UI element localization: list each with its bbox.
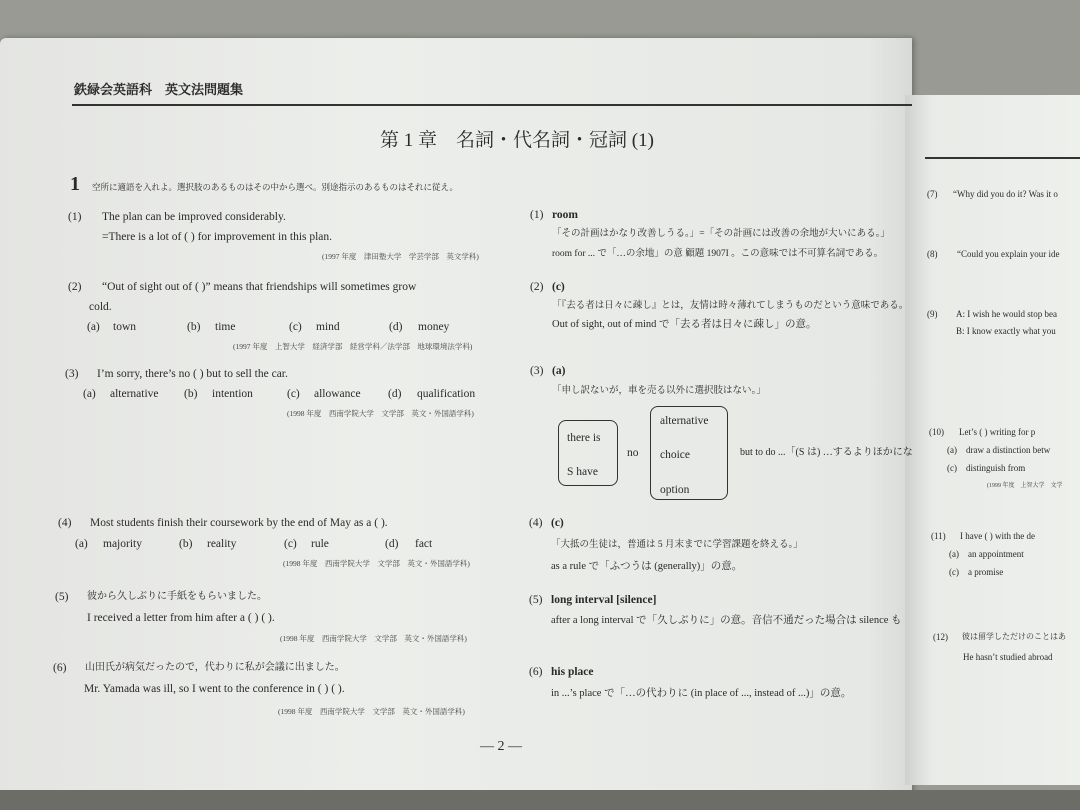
question-number: (1) [68, 211, 82, 223]
question-source: (1998 年度 西南学院大学 文学部 英文・外国語学科) [283, 559, 470, 568]
answer-explanation: after a long interval で「久しぶりに」の意。音信不通だった場合は silence も [551, 615, 902, 626]
question-text: I have ( ) with the de [960, 531, 1035, 541]
option-label: (a) [75, 538, 88, 550]
question-text: He hasn’t studied abroad [963, 652, 1053, 662]
option-text: allowance [314, 388, 361, 400]
pattern-item: there is [567, 432, 601, 444]
answer-number: (6) [529, 666, 543, 678]
option-label: (d) [388, 388, 402, 400]
question-number: (10) [929, 427, 944, 437]
option-label: (b) [187, 321, 201, 333]
answer-number: (3) [530, 365, 544, 377]
option-text: (c) distinguish from [947, 463, 1026, 473]
option-text: intention [212, 388, 253, 400]
option-text: qualification [417, 388, 476, 400]
header-rule [72, 104, 912, 106]
question-text: “Out of sight out of ( )” means that friendships will sometimes grow [102, 281, 417, 293]
section-number: 1 [70, 173, 80, 195]
question-text: I received a letter from him after a ( ) ( ). [87, 612, 275, 624]
option-text: time [215, 321, 236, 333]
answer-key: room [552, 209, 578, 221]
answer-explanation: room for ... で「…の余地」の意 顧題 1907I 。この意味では不可算名詞である。 [552, 249, 884, 259]
option-text: money [418, 321, 450, 333]
option-label: (b) [184, 388, 198, 400]
option-text: rule [311, 538, 329, 550]
option-text: reality [207, 538, 237, 550]
option-text: mind [316, 321, 340, 333]
answer-explanation: 「申し訳ないが，車を売る以外に選択肢はない。」 [552, 386, 766, 396]
question-text: “Could you explain your ide [957, 249, 1060, 259]
question-source: (1998 年度 西南学院大学 文学部 英文・外国語学科) [278, 707, 465, 716]
option-text: fact [415, 538, 433, 550]
option-label: (a) [83, 388, 96, 400]
option-label: (c) [287, 388, 300, 400]
question-text: 山田氏が病気だったので，代わりに私が会議に出ました。 [85, 662, 345, 673]
pattern-item: no [627, 447, 639, 459]
option-text: (a) an appointment [949, 549, 1024, 559]
option-label: (c) [284, 538, 297, 550]
answer-key: long interval [silence] [551, 594, 657, 606]
question-source: (1999 年度 上智大学 文学 [987, 483, 1063, 489]
question-text: A: I wish he would stop bea [956, 309, 1057, 319]
answer-number: (5) [529, 594, 543, 606]
answer-number: (1) [530, 209, 544, 221]
option-label: (b) [179, 538, 193, 550]
question-text: Mr. Yamada was ill, so I went to the conference in ( ) ( ). [84, 683, 345, 695]
question-text: I’m sorry, there’s no ( ) but to sell the car. [97, 368, 288, 380]
answer-explanation: in ...’s place で「…の代わりに (in place of ..., instead of ...)」の意。 [551, 688, 852, 699]
page-number: — 2 — [480, 739, 522, 754]
answer-key: (c) [551, 517, 564, 529]
question-source: (1998 年度 西南学院大学 文学部 英文・外国語学科) [287, 409, 474, 418]
pattern-item: option [660, 484, 690, 496]
question-number: (8) [927, 249, 938, 259]
option-text: alternative [110, 388, 159, 400]
answer-key: (c) [552, 281, 565, 293]
question-source: (1998 年度 西南学院大学 文学部 英文・外国語学科) [280, 634, 467, 643]
question-text: =There is a lot of ( ) for improvement in this plan. [102, 231, 333, 243]
answer-number: (2) [530, 281, 544, 293]
table-surface [0, 790, 1080, 810]
question-text: 彼から久しぶりに手紙をもらいました。 [87, 591, 267, 602]
pattern-item: choice [660, 449, 691, 461]
pattern-item: S have [567, 466, 598, 478]
question-number: (11) [931, 531, 946, 541]
question-text: The plan can be improved considerably. [102, 211, 286, 223]
question-text: 彼は留学しただけのことはあ [962, 632, 1066, 641]
question-text: “Why did you do it? Was it o [953, 189, 1058, 199]
answer-key: (a) [552, 365, 566, 377]
pattern-item: alternative [660, 415, 709, 427]
answer-explanation: as a rule で「ふつうは (generally)」の意。 [551, 561, 743, 572]
option-label: (a) [87, 321, 100, 333]
question-number: (5) [55, 591, 69, 603]
option-label: (d) [385, 538, 399, 550]
question-number: (6) [53, 662, 67, 674]
question-number: (7) [927, 189, 938, 199]
question-number: (9) [927, 309, 938, 319]
section-instruction: 空所に適語を入れよ。選択肢のあるものはその中から選べ。別途指示のあるものはそれに従え。 [92, 182, 459, 192]
question-text: Most students finish their coursework by the end of May as a ( ). [90, 517, 388, 529]
answer-number: (4) [529, 517, 543, 529]
answer-explanation: 「その計画はかなり改善しうる。」=「その計画には改善の余地が大いにある。」 [552, 229, 890, 239]
question-source: (1997 年度 津田塾大学 学芸学部 英文学科) [322, 252, 479, 261]
option-label: (c) [289, 321, 302, 333]
book-title: 鉄緑会英語科 英文法問題集 [74, 83, 244, 98]
answer-key: his place [551, 666, 594, 678]
answer-explanation: Out of sight, out of mind で「去る者は日々に疎し」の意。 [552, 319, 817, 330]
question-number: (2) [68, 281, 82, 293]
question-number: (12) [933, 632, 948, 642]
question-number: (3) [65, 368, 79, 380]
pattern-meaning: but to do ...「(S は) …するよりほかにな [740, 447, 913, 458]
chapter-title: 第 1 章 名詞・代名詞・冠詞 (1) [380, 130, 654, 151]
option-text: (a) draw a distinction betw [947, 445, 1051, 455]
question-text: B: I know exactly what you [956, 326, 1056, 336]
question-text: cold. [89, 301, 112, 313]
answer-explanation: 「『去る者は日々に疎し』とは，友情は時々薄れてしまうものだという意味である。 [552, 301, 909, 311]
question-number: (4) [58, 517, 72, 529]
option-text: majority [103, 538, 142, 550]
option-text: town [113, 321, 136, 333]
option-text: (c) a promise [949, 567, 1004, 577]
option-label: (d) [389, 321, 403, 333]
next-page-rule [925, 157, 1080, 159]
question-text: Let’s ( ) writing for p [959, 427, 1036, 437]
answer-explanation: 「大抵の生徒は，普通は 5 月末までに学習課題を終える。」 [551, 540, 803, 550]
question-source: (1997 年度 上智大学 経済学部 経営学科／法学部 地球環境法学科) [233, 342, 473, 351]
